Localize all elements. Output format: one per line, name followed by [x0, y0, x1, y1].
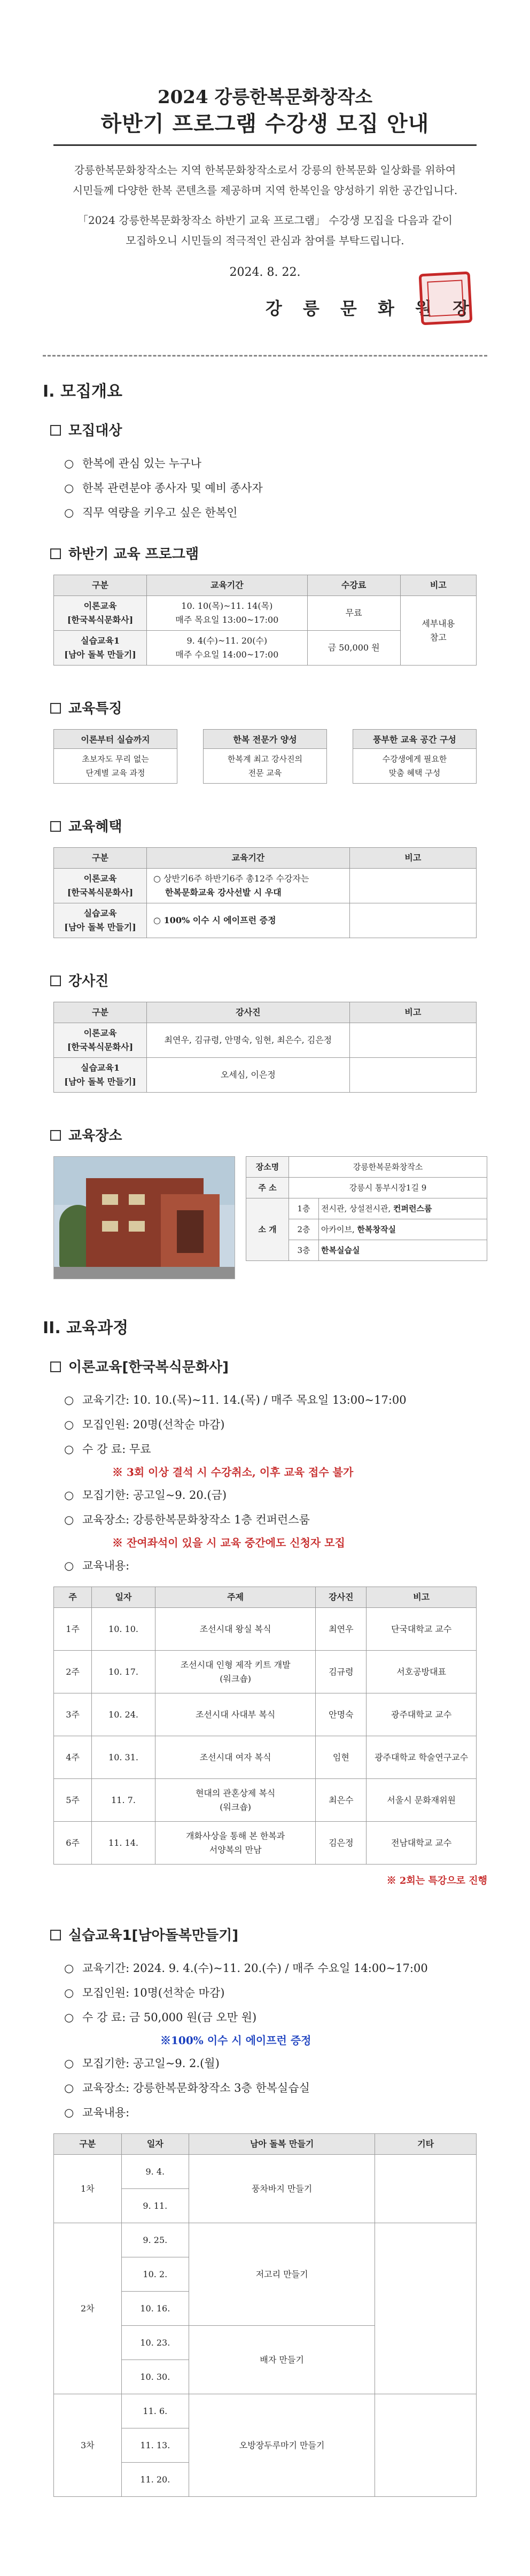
subsection-heading: 모집대상 — [50, 420, 487, 439]
feature-card: 한복 전문가 양성 한복계 최고 강사진의 전문 교육 — [203, 729, 327, 784]
table-row: 11. 20. — [54, 2463, 477, 2497]
theory-info-list — [64, 1388, 487, 1461]
notice-date: 2024. 8. 22. — [229, 266, 301, 279]
table-row: 실습교육1 [남아 돌복 만들기] 9. 4(수)~11. 20(수) 매주 수요일 14:00~17:00 금 50,000 원 — [54, 631, 477, 666]
warning-note: ※ 3회 이상 결석 시 수강취소, 이후 교육 접수 불가 — [112, 1466, 354, 1479]
table-row: 이론교육 [한국복식문화사] 최연우, 김규령, 안명숙, 임현, 최은수, 김은정 — [54, 1023, 477, 1058]
section-heading: II. 교육과정 — [43, 1319, 129, 1337]
intro-line: 강릉한복문화창작소는 지역 한복문화창작소로서 강릉의 한복문화 일상화를 위하여 — [74, 164, 456, 176]
intro-line: 시민들께 다양한 한복 콘텐츠를 제공하며 지역 한복인을 양성하기 위한 공간입니다. — [72, 184, 458, 197]
table-row: 10. 16. — [54, 2292, 477, 2326]
list-item: ○ 모집인원: 10명(선착순 마감) — [64, 1986, 225, 1999]
list-item: ○ 교육장소: 강릉한복문화창작소 1층 컨퍼런스룸 — [64, 1513, 310, 1526]
table-row: 주 소 강릉시 통부시장1길 9 — [246, 1178, 487, 1198]
place-table — [246, 1156, 487, 1261]
feature-card: 이론부터 실습까지 초보자도 무리 없는 단계별 교육 과정 — [53, 729, 177, 784]
list-item: ○ 모집기한: 공고일~9. 2.(월) — [64, 2057, 220, 2070]
table-row: 2차 9. 25. 저고리 만들기 — [54, 2223, 477, 2257]
subsection-heading: 실습교육1[남아돌복만들기] — [50, 1924, 487, 1944]
checkbox-square-icon — [50, 548, 61, 559]
checkbox-square-icon — [50, 1930, 61, 1940]
table-header: 수강료 — [307, 575, 400, 596]
table-row: 10. 2. — [54, 2257, 477, 2292]
table-row: 이론교육 [한국복식문화사] 10. 10(목)~11. 14(목) 매주 목요일 13:00~17:00 무료 세부내용 참고 — [54, 596, 477, 631]
table-row: 3층 한복실습실 — [246, 1240, 487, 1261]
table-row: 11. 13. — [54, 2428, 477, 2463]
page-subtitle: 2024 강릉한복문화창작소 — [157, 87, 373, 108]
table-row: 이론교육 [한국복식문화사] ○ 상반기6주 하반기6주 총12주 수강자는 한복문화교육 강사선발 시 우대 — [54, 869, 477, 903]
place-block — [53, 1156, 487, 1279]
table-row: 9. 11. — [54, 2189, 477, 2223]
subsection-heading: 교육장소 — [50, 1125, 487, 1144]
table-row: 5주 11. 7. 현대의 관혼상제 복식 (워크숍) 최은수 서울시 문화재위원 — [54, 1779, 477, 1822]
intro-line: 「2024 강릉한복문화창작소 하반기 교육 프로그램」 수강생 모집을 다음과 같이 — [77, 214, 453, 227]
table-row: 장소명 강릉한복문화창작소 — [246, 1157, 487, 1178]
list-item: ○ 수 강 료: 금 50,000 원(금 오만 원) — [64, 2011, 257, 2024]
list-item: ○ 교육내용: — [64, 1559, 130, 1572]
table-row: 3주 10. 24. 조선시대 사대부 복식 안명숙 광주대학교 교수 — [54, 1693, 477, 1736]
list-item: ○ 교육기간: 10. 10.(목)~11. 14.(목) / 매주 목요일 13:00~17:00 — [64, 1394, 407, 1406]
list-item: ○ 모집인원: 20명(선착순 마감) — [64, 1418, 225, 1431]
practice-schedule-table: 구분 일자 남아 돌복 만들기 기타 1차 9. 4. 풍차바지 만들기 9. 11. 2차 9. 25. 저고리 만들기 10. 2. 10. 16. 10. 23. 배자 만들기 10. 30. 3차 11. 6. 오방장두루마기 만들기 11. 13. 11. 20. — [53, 2133, 477, 2497]
table-row: 6주 11. 14. 개화사상을 통해 본 한복과 서양복의 만남 김은정 전남대학교 교수 — [54, 1822, 477, 1865]
table-header: 구분 — [54, 575, 147, 596]
benefit-table: 구분 교육기간 비고 이론교육 [한국복식문화사] ○ 상반기6주 하반기6주 총12주 수강자는 한복문화교육 강사선발 시 우대 실습교육 [남아 돌복 만들기] ○ 100% 이수 시 에이프런 증정 — [53, 847, 477, 938]
checkbox-square-icon — [50, 1362, 61, 1372]
table-row: 1주 10. 10. 조선시대 왕실 복식 최연우 단국대학교 교수 — [54, 1608, 477, 1651]
program-table — [53, 575, 477, 666]
list-item: ○ 한복 관련분야 종사자 및 예비 종사자 — [64, 482, 263, 494]
teacher-table: 구분 강사진 비고 이론교육 [한국복식문화사] 최연우, 김규령, 안명숙, 임현, 최은수, 김은정 실습교육1 [남아 돌복 만들기] 오세심, 이은정 — [53, 1002, 477, 1093]
table-row: 2층 아카이브, 한복창작실 — [246, 1219, 487, 1240]
list-item: ○ 교육기간: 2024. 9. 4.(수)~11. 20.(수) / 매주 수요일 14:00~17:00 — [64, 1962, 428, 1975]
building-photo — [53, 1156, 235, 1279]
schedule-footnote: ※ 2회는 특강으로 진행 — [386, 1875, 487, 1886]
organization-signature — [43, 295, 487, 320]
practice-info-list — [64, 1956, 487, 2030]
subsection-heading: 교육혜택 — [50, 816, 487, 836]
title-divider — [53, 144, 477, 146]
page-title: 하반기 프로그램 수강생 모집 안내 — [100, 111, 430, 136]
subsection-heading: 하반기 교육 프로그램 — [50, 543, 487, 563]
list-item: ○ 직무 역량을 키우고 싶은 한복인 — [64, 506, 238, 519]
warning-note: ※ 잔여좌석이 있을 시 교육 중간에도 신청자 모집 — [112, 1536, 345, 1549]
organization-name: 강 릉 문 화 원 장 — [265, 298, 477, 319]
intro-text — [43, 160, 487, 251]
table-row: 3차 11. 6. 오방장두루마기 만들기 — [54, 2394, 477, 2428]
list-item: ○ 교육내용: — [64, 2106, 130, 2119]
subsection-heading: 교육특징 — [50, 698, 487, 717]
theory-info-list — [64, 1483, 487, 1532]
table-row: 4주 10. 31. 조선시대 여자 복식 임현 광주대학교 학술연구교수 — [54, 1736, 477, 1779]
intro-line: 모집하오니 시민들의 적극적인 관심과 참여를 부탁드립니다. — [126, 234, 404, 247]
subsection-heading: 이론교육[한국복식문화사] — [50, 1356, 487, 1376]
checkbox-square-icon — [50, 976, 61, 986]
subsection-heading: 강사진 — [50, 970, 487, 990]
table-row: 소 개 1층 전시관, 상설전시관, 컨퍼런스룸 — [246, 1198, 487, 1219]
table-row: 10. 23. 배자 만들기 — [54, 2326, 477, 2360]
table-row: 실습교육1 [남아 돌복 만들기] 오세심, 이은정 — [54, 1058, 477, 1093]
feature-card: 풍부한 교육 공간 구성 수강생에게 필요한 맞춤 혜택 구성 — [353, 729, 477, 784]
table-header: 비고 — [400, 575, 476, 596]
checkbox-square-icon — [50, 821, 61, 832]
table-row: 실습교육 [남아 돌복 만들기] ○ 100% 이수 시 에이프런 증정 — [54, 903, 477, 938]
benefit-note: ※100% 이수 시 에이프런 증정 — [160, 2034, 311, 2047]
official-seal-icon — [419, 272, 473, 326]
section-divider — [43, 355, 487, 357]
practice-info-list — [64, 2051, 487, 2125]
target-list — [64, 451, 487, 525]
checkbox-square-icon — [50, 703, 61, 714]
list-item: ○ 수 강 료: 무료 — [64, 1443, 151, 1456]
table-row: 2주 10. 17. 조선시대 인형 제작 키트 개발 (워크숍) 김규령 서호공방대표 — [54, 1651, 477, 1693]
list-item: ○ 한복에 관심 있는 누구나 — [64, 457, 201, 470]
table-header: 교육기간 — [147, 575, 308, 596]
header — [43, 0, 487, 146]
section-heading: I. 모집개요 — [43, 382, 122, 401]
table-row: 10. 30. — [54, 2360, 477, 2394]
theory-schedule-table: 주 일자 주제 강사진 비고 1주 10. 10. 조선시대 왕실 복식 최연우 단국대학교 교수 2주 10. 17. 조선시대 인형 제작 키트 개발 (워크숍) 김규령 서호공방대표 3주 10. 24. 조선시대 사대부 복식 안명숙 광주대학교 교수 4주 10. 31. 조선시대 여자 복식 임현 광주대학교 학술연구교수 5주 11. 7. 현대의 관혼상제 복식 (워크숍) 최은수 서울시 문화재위원 6주 11. 14. 개화사상을 통해 본 한복과 서양복의 만남 김은정 전남대학교 교수 — [53, 1587, 477, 1865]
list-item: ○ 모집기한: 공고일~9. 20.(금) — [64, 1489, 227, 1502]
feature-cards — [53, 729, 477, 784]
list-item: ○ 교육장소: 강릉한복문화창작소 3층 한복실습실 — [64, 2082, 310, 2094]
theory-info-list — [64, 1553, 487, 1578]
checkbox-square-icon — [50, 425, 61, 436]
checkbox-square-icon — [50, 1130, 61, 1141]
table-row: 1차 9. 4. 풍차바지 만들기 — [54, 2155, 477, 2189]
